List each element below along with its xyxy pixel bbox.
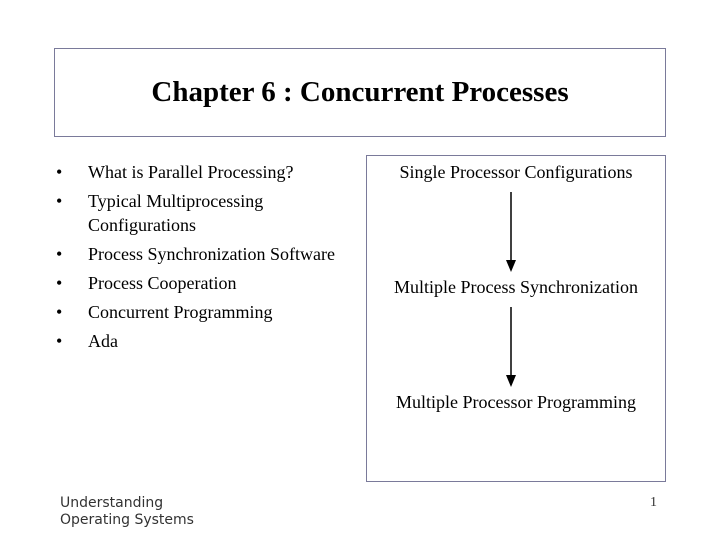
flow-step-process-sync: Multiple Process Synchronization bbox=[394, 277, 638, 297]
down-arrow-icon bbox=[505, 307, 517, 387]
footer-line: Understanding bbox=[60, 495, 164, 511]
bullet-text: Ada bbox=[88, 331, 118, 351]
bullet-item bbox=[56, 300, 346, 324]
flow-step-multi-processor: Multiple Processor Programming bbox=[396, 392, 636, 412]
bullet-text: Process Synchronization Software bbox=[88, 244, 335, 264]
bullet-text: Typical Multiprocessing Configurations bbox=[88, 191, 264, 235]
bullet-item bbox=[56, 160, 346, 184]
bullet-item bbox=[56, 242, 346, 266]
bullet-item bbox=[56, 329, 346, 353]
bullet-text: Process Cooperation bbox=[88, 273, 237, 293]
bullet-item bbox=[56, 271, 346, 295]
footer-text bbox=[60, 495, 194, 529]
bullet-dot: • bbox=[56, 302, 63, 322]
bullet-dot: • bbox=[56, 162, 63, 182]
bullet-dot: • bbox=[56, 244, 63, 264]
flow-diagram-box bbox=[366, 155, 666, 482]
bullet-item bbox=[56, 189, 346, 237]
bullet-list bbox=[56, 160, 346, 358]
bullet-dot: • bbox=[56, 273, 63, 293]
bullet-dot: • bbox=[56, 191, 63, 211]
slide-title: Chapter 6 : Concurrent Processes bbox=[151, 76, 569, 108]
footer-line: Operating Systems bbox=[60, 512, 194, 528]
title-box bbox=[54, 48, 666, 137]
flow-step-single-processor: Single Processor Configurations bbox=[399, 162, 633, 182]
bullet-text: Concurrent Programming bbox=[88, 302, 273, 322]
page-number: 1 bbox=[650, 495, 657, 510]
down-arrow-icon bbox=[505, 192, 517, 272]
bullet-dot: • bbox=[56, 331, 63, 351]
bullet-text: What is Parallel Processing? bbox=[88, 162, 294, 182]
